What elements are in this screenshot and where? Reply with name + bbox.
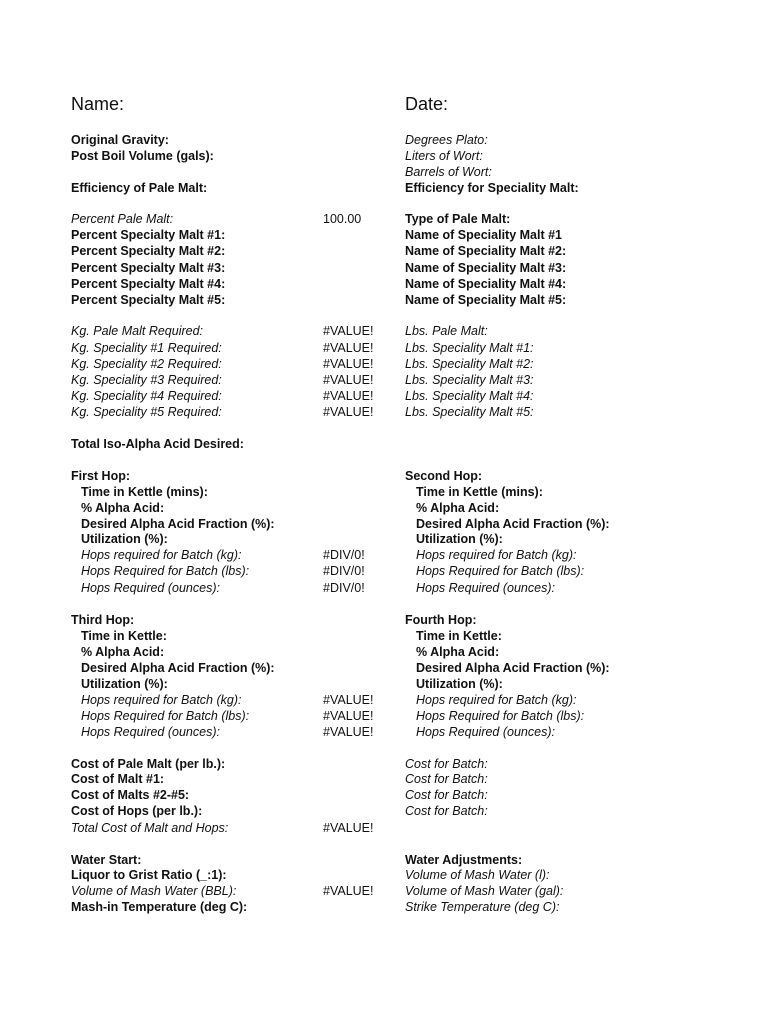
value-third-hop-ounces: #VALUE! <box>323 725 374 739</box>
label-third-hop-alpha: % Alpha Acid: <box>81 645 165 659</box>
label-kg-pale-malt: Kg. Pale Malt Required: <box>71 324 204 338</box>
label-volume-mash-water-gal: Volume of Mash Water (gal): <box>405 884 564 898</box>
value-kg-speciality-4: #VALUE! <box>323 389 374 403</box>
label-cost-for-batch-3: Cost for Batch: <box>405 788 488 802</box>
label-strike-temperature: Strike Temperature (deg C): <box>405 900 560 914</box>
label-first-hop-kg: Hops required for Batch (kg): <box>81 548 242 562</box>
value-kg-pale-malt: #VALUE! <box>323 324 374 338</box>
label-degrees-plato: Degrees Plato: <box>405 133 488 147</box>
label-cost-malt-1: Cost of Malt #1: <box>71 772 165 786</box>
label-percent-specialty-3: Percent Specialty Malt #3: <box>71 261 226 275</box>
label-lbs-pale-malt: Lbs. Pale Malt: <box>405 324 488 338</box>
label-first-hop-alpha: % Alpha Acid: <box>81 501 165 515</box>
label-second-hop-lbs: Hops Required for Batch (lbs): <box>416 564 585 578</box>
label-liters-of-wort: Liters of Wort: <box>405 149 483 163</box>
label-volume-mash-water-bbl: Volume of Mash Water (BBL): <box>71 884 237 898</box>
label-type-pale-malt: Type of Pale Malt: <box>405 212 511 226</box>
label-fourth-hop-alpha: % Alpha Acid: <box>416 645 500 659</box>
value-kg-speciality-1: #VALUE! <box>323 341 374 355</box>
label-first-hop-ounces: Hops Required (ounces): <box>81 581 220 595</box>
value-first-hop-lbs: #DIV/0! <box>323 564 365 578</box>
label-cost-malts-2-5: Cost of Malts #2-#5: <box>71 788 190 802</box>
label-lbs-speciality-4: Lbs. Speciality Malt #4: <box>405 389 534 403</box>
label-cost-pale-malt: Cost of Pale Malt (per lb.): <box>71 757 226 771</box>
label-percent-specialty-4: Percent Specialty Malt #4: <box>71 277 226 291</box>
label-original-gravity: Original Gravity: <box>71 133 169 147</box>
label-third-hop: Third Hop: <box>71 613 135 627</box>
label-first-hop-desired: Desired Alpha Acid Fraction (%): <box>81 517 275 531</box>
label-total-cost: Total Cost of Malt and Hops: <box>71 821 229 835</box>
label-total-iso-alpha: Total Iso-Alpha Acid Desired: <box>71 437 244 451</box>
label-cost-for-batch-2: Cost for Batch: <box>405 772 488 786</box>
label-third-hop-lbs: Hops Required for Batch (lbs): <box>81 709 250 723</box>
value-first-hop-kg: #DIV/0! <box>323 548 365 562</box>
label-kg-speciality-1: Kg. Speciality #1 Required: <box>71 341 222 355</box>
label-fourth-hop-ounces: Hops Required (ounces): <box>416 725 555 739</box>
label-kg-speciality-3: Kg. Speciality #3 Required: <box>71 373 222 387</box>
value-volume-mash-water-bbl: #VALUE! <box>323 884 374 898</box>
label-first-hop: First Hop: <box>71 469 131 483</box>
label-name-speciality-4: Name of Speciality Malt #4: <box>405 277 567 291</box>
label-fourth-hop-time: Time in Kettle: <box>416 629 502 643</box>
label-lbs-speciality-3: Lbs. Speciality Malt #3: <box>405 373 534 387</box>
name-label: Name: <box>71 94 125 114</box>
label-third-hop-time: Time in Kettle: <box>81 629 167 643</box>
label-third-hop-utilization: Utilization (%): <box>81 677 168 691</box>
label-second-hop-ounces: Hops Required (ounces): <box>416 581 555 595</box>
label-name-speciality-5: Name of Speciality Malt #5: <box>405 293 567 307</box>
label-first-hop-time: Time in Kettle (mins): <box>81 485 208 499</box>
label-name-speciality-3: Name of Speciality Malt #3: <box>405 261 567 275</box>
value-third-hop-lbs: #VALUE! <box>323 709 374 723</box>
label-second-hop: Second Hop: <box>405 469 483 483</box>
value-kg-speciality-3: #VALUE! <box>323 373 374 387</box>
label-lbs-speciality-5: Lbs. Speciality Malt #5: <box>405 405 534 419</box>
label-name-speciality-2: Name of Speciality Malt #2: <box>405 244 567 258</box>
label-barrels-of-wort: Barrels of Wort: <box>405 165 492 179</box>
label-cost-for-batch-4: Cost for Batch: <box>405 804 488 818</box>
label-first-hop-utilization: Utilization (%): <box>81 532 168 546</box>
label-second-hop-alpha: % Alpha Acid: <box>416 501 500 515</box>
label-second-hop-utilization: Utilization (%): <box>416 532 503 546</box>
value-percent-pale-malt: 100.00 <box>323 212 362 226</box>
label-fourth-hop-utilization: Utilization (%): <box>416 677 503 691</box>
label-name-speciality-1: Name of Speciality Malt #1 <box>405 228 563 242</box>
label-efficiency-speciality-malt: Efficiency for Speciality Malt: <box>405 181 579 195</box>
value-kg-speciality-2: #VALUE! <box>323 357 374 371</box>
label-fourth-hop-lbs: Hops Required for Batch (lbs): <box>416 709 585 723</box>
label-second-hop-time: Time in Kettle (mins): <box>416 485 543 499</box>
label-kg-speciality-2: Kg. Speciality #2 Required: <box>71 357 222 371</box>
label-third-hop-ounces: Hops Required (ounces): <box>81 725 220 739</box>
label-post-boil-volume: Post Boil Volume (gals): <box>71 149 214 163</box>
label-water-adjustments: Water Adjustments: <box>405 853 523 867</box>
label-lbs-speciality-2: Lbs. Speciality Malt #2: <box>405 357 534 371</box>
label-liquor-grist-ratio: Liquor to Grist Ratio (_:1): <box>71 868 227 882</box>
value-third-hop-kg: #VALUE! <box>323 693 374 707</box>
label-cost-for-batch-1: Cost for Batch: <box>405 757 488 771</box>
label-percent-specialty-2: Percent Specialty Malt #2: <box>71 244 226 258</box>
label-fourth-hop-kg: Hops required for Batch (kg): <box>416 693 577 707</box>
label-second-hop-kg: Hops required for Batch (kg): <box>416 548 577 562</box>
label-cost-hops: Cost of Hops (per lb.): <box>71 804 203 818</box>
label-water-start: Water Start: <box>71 853 142 867</box>
value-total-cost: #VALUE! <box>323 821 374 835</box>
label-fourth-hop-desired: Desired Alpha Acid Fraction (%): <box>416 661 610 675</box>
label-fourth-hop: Fourth Hop: <box>405 613 477 627</box>
label-percent-specialty-5: Percent Specialty Malt #5: <box>71 293 226 307</box>
value-kg-speciality-5: #VALUE! <box>323 405 374 419</box>
label-kg-speciality-5: Kg. Speciality #5 Required: <box>71 405 222 419</box>
label-third-hop-kg: Hops required for Batch (kg): <box>81 693 242 707</box>
label-lbs-speciality-1: Lbs. Speciality Malt #1: <box>405 341 534 355</box>
date-label: Date: <box>405 94 449 114</box>
label-percent-pale-malt: Percent Pale Malt: <box>71 212 174 226</box>
value-first-hop-ounces: #DIV/0! <box>323 581 365 595</box>
label-mash-in-temperature: Mash-in Temperature (deg C): <box>71 900 248 914</box>
label-kg-speciality-4: Kg. Speciality #4 Required: <box>71 389 222 403</box>
label-second-hop-desired: Desired Alpha Acid Fraction (%): <box>416 517 610 531</box>
label-percent-specialty-1: Percent Specialty Malt #1: <box>71 228 226 242</box>
label-first-hop-lbs: Hops Required for Batch (lbs): <box>81 564 250 578</box>
label-volume-mash-water-l: Volume of Mash Water (l): <box>405 868 550 882</box>
label-efficiency-pale-malt: Efficiency of Pale Malt: <box>71 181 208 195</box>
label-third-hop-desired: Desired Alpha Acid Fraction (%): <box>81 661 275 675</box>
